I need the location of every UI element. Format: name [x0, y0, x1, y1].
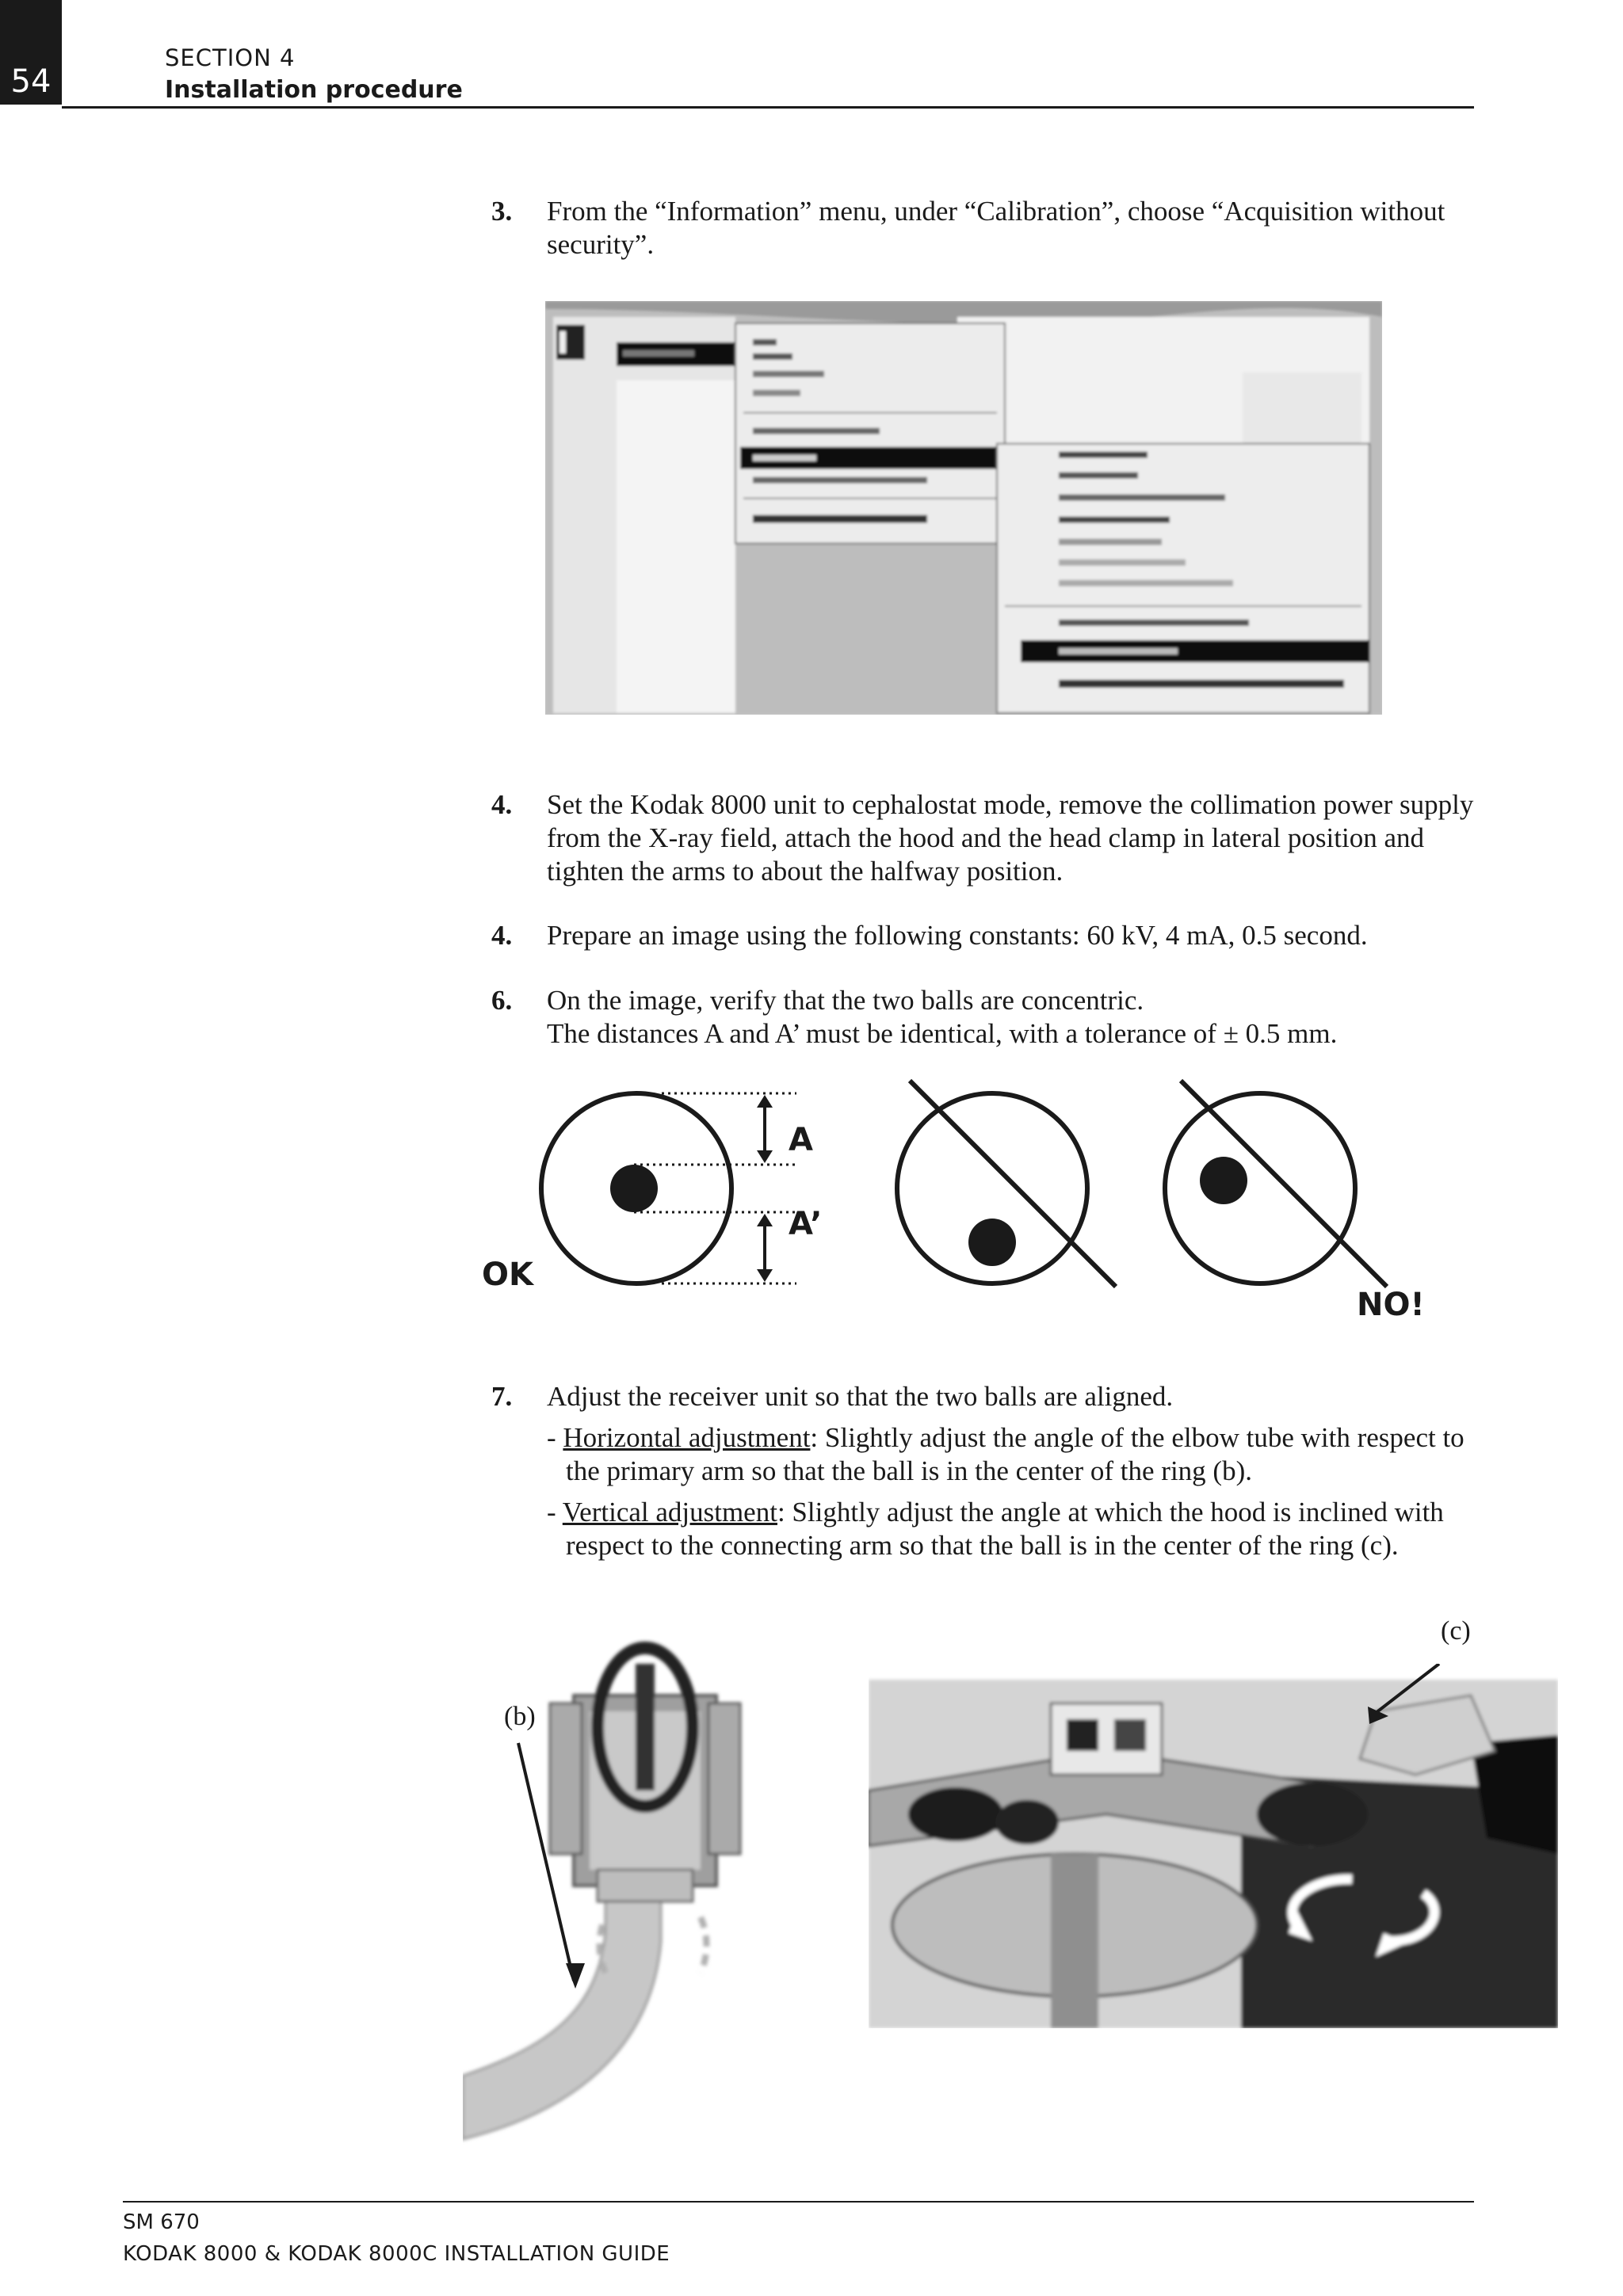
- vertical-adjustment: - Vertical adjustment: Slightly adjust the angle at which the hood is inclined with respect to the connecting arm so that the ball is in the center of the ring (c).: [547, 1497, 1444, 1561]
- no-ball-2: [1200, 1157, 1247, 1204]
- step-number: 4.: [491, 789, 513, 820]
- step-7: [491, 1380, 1474, 1602]
- label-c: (c): [1441, 1616, 1471, 1646]
- horizontal-adjustment: - Horizontal adjustment: Slightly adjust the angle of the elbow tube with respect to the primary arm so that the ball is in the center of the ring (b).: [547, 1422, 1465, 1486]
- step-number: 6.: [491, 985, 513, 1016]
- dimension-arrow-a-prime: [757, 1214, 773, 1282]
- ok-ball: [610, 1165, 658, 1212]
- step-number: 3.: [491, 196, 513, 227]
- elbow-tube-photo: [463, 1632, 843, 2155]
- step-text: Prepare an image using the following constants: 60 kV, 4 mA, 0.5 second.: [547, 920, 1368, 951]
- label-a-prime: A’: [789, 1206, 823, 1242]
- footer-doc-title: KODAK 8000 & KODAK 8000C INSTALLATION GUIDE: [123, 2242, 670, 2266]
- dimension-arrow-a: [757, 1095, 773, 1163]
- section-label: SECTION 4: [165, 44, 296, 71]
- step-number: 7.: [491, 1381, 513, 1412]
- step-text: Adjust the receiver unit so that the two balls are aligned.: [547, 1381, 1174, 1412]
- step-text-line1: On the image, verify that the two balls are concentric.: [547, 985, 1144, 1016]
- hood-mechanism-photo: [869, 1664, 1558, 2028]
- step-text-line2: The distances A and A’ must be identical, with a tolerance of ± 0.5 mm.: [547, 1018, 1338, 1049]
- label-a: A: [789, 1122, 813, 1158]
- horizontal-adjustment-text: : Slightly adjust the angle of the elbow tube with respect to the primary arm so that the ball is in the center of the ring (b).: [566, 1422, 1465, 1486]
- concentric-ball-diagram: [475, 1077, 1426, 1331]
- section-title: Installation procedure: [165, 76, 463, 104]
- menu-screenshot-image: [545, 301, 1382, 715]
- vertical-adjustment-text: : Slightly adjust the angle at which the hood is inclined with respect to the connecting arm so that the ball is in the center of the ring (c).: [566, 1497, 1444, 1561]
- page-number: 54: [10, 63, 52, 100]
- no-ball-1: [968, 1219, 1016, 1266]
- footer-doc-code: SM 670: [123, 2210, 200, 2234]
- footer-rule: [123, 2201, 1474, 2203]
- menu-screenshot: [545, 301, 1382, 715]
- label-b: (b): [504, 1702, 536, 1731]
- label-ok: OK: [482, 1257, 533, 1293]
- step-number: 4.: [491, 920, 513, 951]
- step-text: Set the Kodak 8000 unit to cephalostat mode, remove the collimation power supply from the X-ray field, attach the hood and the head clamp in lateral position and tighten the arms to about the halfway position.: [547, 789, 1474, 887]
- label-no: NO!: [1357, 1287, 1425, 1323]
- no-ring-2: [1165, 1093, 1355, 1283]
- step-text: From the “Information” menu, under “Calibration”, choose “Acquisition without security”.: [547, 196, 1445, 260]
- horizontal-adjustment-label: Horizontal adjustment: [563, 1422, 811, 1453]
- pointer-b-head: [566, 1963, 585, 1989]
- vertical-adjustment-label: Vertical adjustment: [562, 1497, 777, 1527]
- header-rule: [62, 106, 1474, 109]
